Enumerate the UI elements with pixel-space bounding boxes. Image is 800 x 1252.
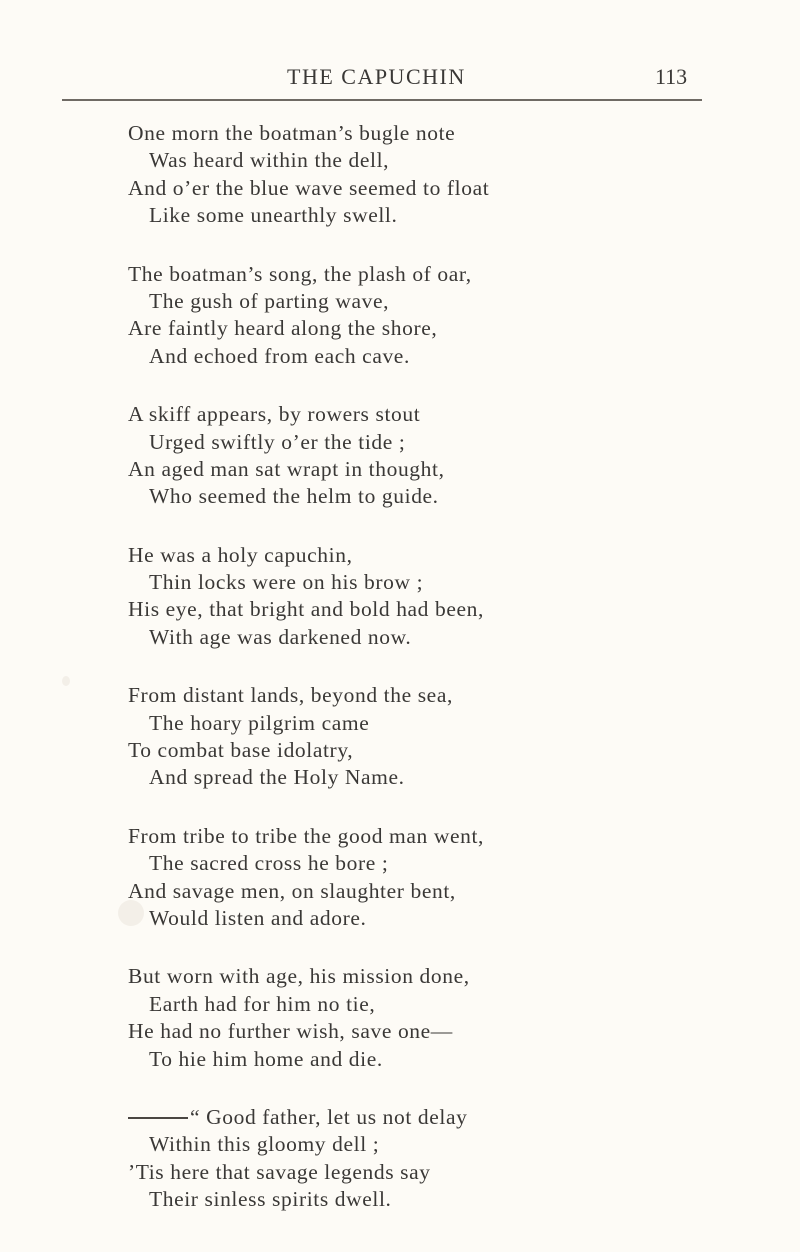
poem-line: Would listen and adore. — [149, 905, 367, 930]
poem-line-text: “ Good father, let us not delay — [190, 1104, 468, 1129]
poem-line: And spread the Holy Name. — [149, 765, 405, 790]
poem-line: Are faintly heard along the shore, — [128, 316, 438, 341]
poem-line: Was heard within the dell, — [149, 148, 390, 173]
header-rule — [62, 99, 702, 101]
poem-line: Within this gloomy dell ; — [149, 1132, 380, 1157]
poem-line-with-dash — [0, 1104, 800, 1131]
running-head — [0, 64, 800, 98]
poem-line: His eye, that bright and bold had been, — [128, 597, 484, 622]
poem-line: Thin locks were on his brow ; — [149, 570, 424, 595]
poem-line: ’Tis here that savage legends say — [128, 1159, 431, 1184]
em-dash-rule — [128, 1117, 188, 1119]
poem-line: To hie him home and die. — [149, 1046, 383, 1071]
poem-line: And o’er the blue wave seemed to float — [128, 175, 490, 200]
poem-line: And savage men, on slaughter bent, — [128, 878, 456, 903]
poem-line: And echoed from each cave. — [149, 343, 410, 368]
poem-line: He had no further wish, save one— — [128, 1019, 453, 1044]
stanza — [0, 682, 800, 792]
poem-line: An aged man sat wrapt in thought, — [128, 456, 445, 481]
poem — [0, 120, 800, 1245]
poem-line: Urged swiftly o’er the tide ; — [149, 429, 406, 454]
poem-line: With age was darkened now. — [149, 624, 412, 649]
poem-line: Earth had for him no tie, — [149, 991, 376, 1016]
poem-line: The gush of parting wave, — [149, 288, 390, 313]
poem-line: From distant lands, beyond the sea, — [128, 683, 453, 708]
poem-line: The sacred cross he bore ; — [149, 851, 389, 876]
poem-line: Like some unearthly swell. — [149, 203, 398, 228]
stanza — [0, 401, 800, 511]
stanza — [0, 963, 800, 1073]
stanza — [0, 823, 800, 933]
poem-line: Their sinless spirits dwell. — [149, 1187, 392, 1212]
poem-line: He was a holy capuchin, — [128, 542, 353, 567]
poem-line: One morn the boatman’s bugle note — [128, 121, 456, 145]
poem-line: To combat base idolatry, — [128, 738, 354, 763]
poem-line: From tribe to tribe the good man went, — [128, 823, 484, 848]
poem-line: But worn with age, his mission done, — [128, 964, 470, 989]
poem-line: A skiff appears, by rowers stout — [128, 402, 421, 427]
stanza — [0, 261, 800, 371]
page-number: 113 — [655, 64, 688, 89]
poem-line: The hoary pilgrim came — [149, 710, 370, 735]
poem-line: Who seemed the helm to guide. — [149, 484, 439, 509]
stanza — [0, 1104, 800, 1214]
stanza — [0, 120, 800, 230]
running-head-title: THE CAPUCHIN — [287, 64, 466, 89]
stanza — [0, 542, 800, 652]
poem-line: The boatman’s song, the plash of oar, — [128, 261, 472, 286]
